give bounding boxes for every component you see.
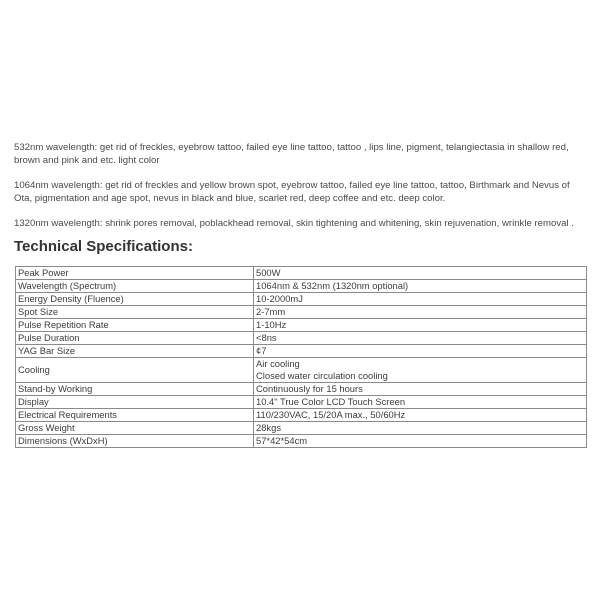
table-row <box>16 396 587 409</box>
spec-value: 57*42*54cm <box>254 435 587 448</box>
table-row <box>16 306 587 319</box>
spec-value: 10-2000mJ <box>254 293 587 306</box>
spec-value-multiline <box>254 358 587 383</box>
spec-label: Stand-by Working <box>16 383 254 396</box>
spec-label: Display <box>16 396 254 409</box>
section-heading: Technical Specifications: <box>14 238 193 255</box>
table-row <box>16 280 587 293</box>
spec-label: Cooling <box>16 358 254 383</box>
spec-value: 500W <box>254 267 587 280</box>
spec-label: Gross Weight <box>16 422 254 435</box>
spec-value: 1-10Hz <box>254 319 587 332</box>
spec-label: Energy Density (Fluence) <box>16 293 254 306</box>
spec-value: 110/230VAC, 15/20A max., 50/60Hz <box>254 409 587 422</box>
table-row <box>16 409 587 422</box>
spec-label: Spot Size <box>16 306 254 319</box>
spec-value: 2-7mm <box>254 306 587 319</box>
table-row <box>16 267 587 280</box>
spec-value: Continuously for 15 hours <box>254 383 587 396</box>
description-1064nm: 1064nm wavelength: get rid of freckles and yellow brown spot, eyebrow tattoo, failed eye line tattoo, tattoo, Birthmark and Nevus of Ota, pigmentation and age spot, nevus in black and blue, scarlet red, deep coffee and etc. deep color. <box>14 180 570 204</box>
spec-value: 28kgs <box>254 422 587 435</box>
spec-label: YAG Bar Size <box>16 345 254 358</box>
spec-value: <8ns <box>254 332 587 345</box>
spec-label: Electrical Requirements <box>16 409 254 422</box>
spec-value-line: Closed water circulation cooling <box>256 370 388 381</box>
spec-value-line: Air cooling <box>256 358 300 369</box>
spec-value: 1064nm & 532nm (1320nm optional) <box>254 280 587 293</box>
specifications-table <box>15 266 587 448</box>
spec-label: Dimensions (WxDxH) <box>16 435 254 448</box>
spec-label: Pulse Repetition Rate <box>16 319 254 332</box>
table-row <box>16 435 587 448</box>
spec-value: ¢7 <box>254 345 587 358</box>
product-description <box>14 141 588 448</box>
table-row <box>16 422 587 435</box>
description-1320nm: 1320nm wavelength: shrink pores removal, poblackhead removal, skin tightening and whitening, skin rejuvenation, wrinkle removal . <box>14 218 574 229</box>
table-row <box>16 383 587 396</box>
table-row <box>16 319 587 332</box>
table-row <box>16 293 587 306</box>
table-row <box>16 332 587 345</box>
spec-label: Pulse Duration <box>16 332 254 345</box>
table-row <box>16 345 587 358</box>
spec-label: Peak Power <box>16 267 254 280</box>
spec-label: Wavelength (Spectrum) <box>16 280 254 293</box>
description-532nm: 532nm wavelength: get rid of freckles, eyebrow tattoo, failed eye line tattoo, tattoo , lips line, pigment, telangiectasia in shallow red, brown and pink and etc. light color <box>14 142 569 166</box>
spec-value: 10.4" True Color LCD Touch Screen <box>254 396 587 409</box>
table-row <box>16 358 587 383</box>
